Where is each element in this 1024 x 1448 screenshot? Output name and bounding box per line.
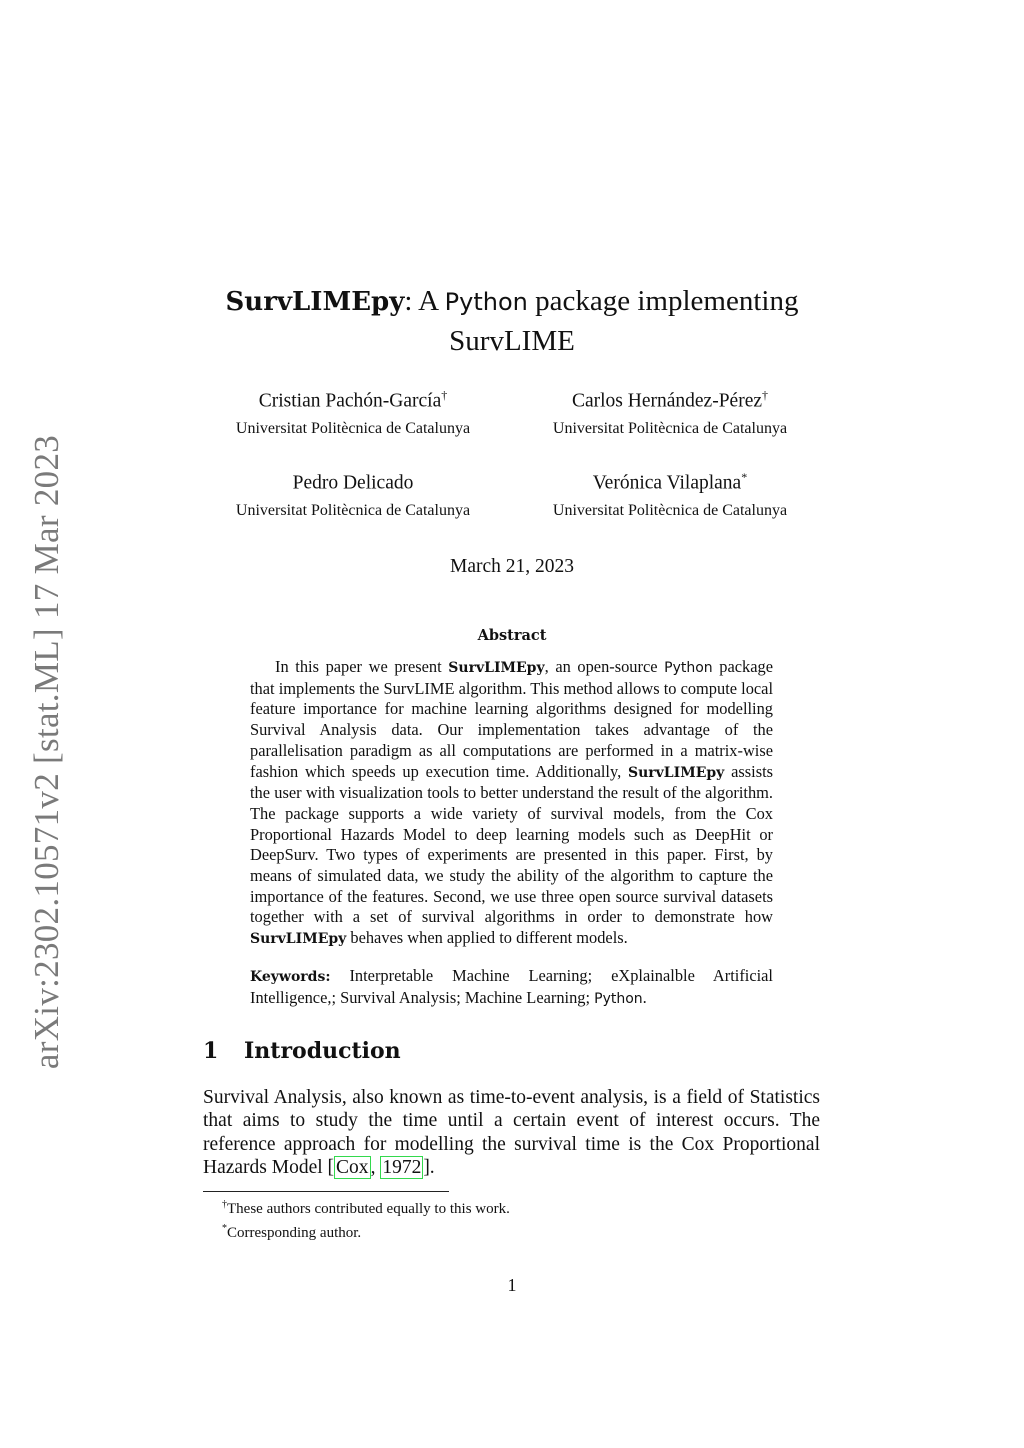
arxiv-identifier-stamp: arXiv:2302.10571v2 [stat.ML] 17 Mar 2023	[27, 434, 66, 1070]
citation-link-author[interactable]: Cox	[336, 1157, 369, 1179]
author-mark: *	[741, 470, 748, 484]
author-mark: †	[762, 388, 769, 402]
publication-date: March 21, 2023	[449, 556, 575, 577]
author-block	[500, 382, 840, 440]
page-number: 1	[507, 1275, 517, 1295]
keywords: Keywords: Interpretable Machine Learning; eXplainalble Artificial Intelligence,; Survival Analysis; Machine Learning; Python.	[250, 966, 773, 1007]
title-line-2: SurvLIME	[449, 325, 575, 357]
author-name: Verónica Vilaplana	[592, 472, 742, 494]
author-name: Carlos Hernández-Pérez	[571, 390, 763, 412]
package-name: SurvLIMEpy	[448, 660, 545, 676]
package-name: SurvLIMEpy	[250, 931, 347, 948]
footnote-mark: *	[222, 1223, 227, 1234]
author-name: Cristian Pachón-García	[258, 390, 442, 412]
footnote: *Corresponding author.	[222, 1223, 362, 1241]
author-affiliation: Universitat Politècnica de Catalunya	[235, 501, 471, 519]
section-heading	[203, 1038, 401, 1064]
author-affiliation: Universitat Politècnica de Catalunya	[552, 501, 788, 519]
author-block	[183, 464, 523, 522]
package-name: SurvLIMEpy	[628, 764, 725, 781]
footnote-mark: †	[222, 1199, 227, 1210]
citation-link-year[interactable]: 1972	[382, 1157, 422, 1179]
footnote-divider	[203, 1191, 449, 1192]
author-block	[500, 464, 840, 522]
author-affiliation: Universitat Politècnica de Catalunya	[235, 419, 471, 437]
title-package-name: SurvLIMEpy	[225, 287, 405, 317]
section-title: Introduction	[244, 1038, 401, 1064]
footnote: †These authors contributed equally to this work.	[222, 1199, 510, 1217]
python-name: Python	[664, 660, 713, 676]
section-number: 1	[203, 1038, 219, 1064]
author-affiliation: Universitat Politècnica de Catalunya	[552, 419, 788, 437]
abstract-text: In this paper we present SurvLIMEpy, an open-source Python package that implements the SurvLIME algorithm. This method allows to compute local feature importance for machine learning algorithms designed for modelling Survival Analysis data. Our implementation takes advantage of the parallelisation paradigm as all computations are performed in a matrix-wise fashion which speeds up execution time. Additionally, SurvLIMEpy assists the user with visualization tools to better understand the result of the algorithm. The package supports a wide variety of survival models, from the Cox Proportional Hazards Model to deep learning models such as DeepHit or DeepSurv. Two types of experiments are presented in this paper. First, by means of simulated data, we study the ability of the algorithm to capture the importance of the features. Second, we use three open source survival datasets together with a set of survival algorithms in order to demonstrate how SurvLIMEpy behaves when applied to different models.	[250, 657, 774, 948]
footnotes	[222, 1195, 510, 1243]
paper-title: SurvLIMEpy: A Python package implementing SurvLIME	[150, 282, 874, 361]
python-name: Python	[594, 990, 643, 1007]
author-name: Pedro Delicado	[292, 472, 414, 494]
author-block	[183, 382, 523, 440]
title-python: Python	[444, 288, 528, 316]
keywords-label: Keywords:	[250, 969, 331, 985]
author-mark: †	[441, 388, 448, 402]
introduction-paragraph: Survival Analysis, also known as time-to-event analysis, is a field of Statistics that aims to study the time until a certain event of interest occurs. The reference approach for modelling the survival time is the Cox Proportional Hazards Model [ Cox , 1972 ].	[203, 1087, 820, 1179]
abstract-heading: Abstract	[477, 627, 547, 644]
